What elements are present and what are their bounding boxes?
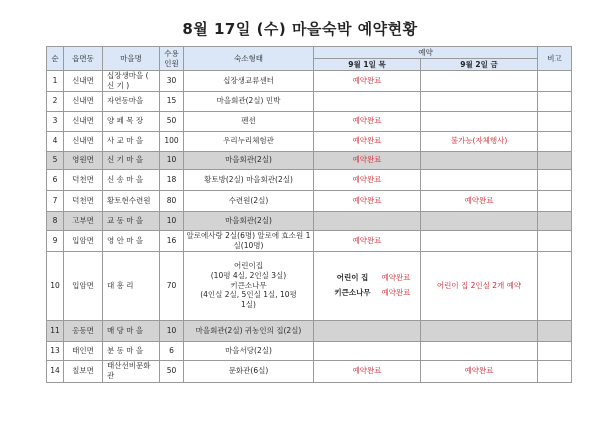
row-number: 11 <box>47 320 64 341</box>
town-name: 덕천면 <box>64 190 103 211</box>
capacity: 18 <box>160 169 184 190</box>
lodging-line: 1실) <box>241 300 256 310</box>
row-number: 8 <box>47 211 64 230</box>
note <box>538 230 572 251</box>
day2-status <box>421 211 538 230</box>
town-name: 영원면 <box>64 151 103 169</box>
lodging-line: 키큰소나무 <box>230 280 267 290</box>
note <box>538 91 572 111</box>
note <box>538 320 572 341</box>
day1-status: 예약완료 <box>314 360 421 382</box>
capacity: 80 <box>160 190 184 211</box>
row-number: 3 <box>47 111 64 131</box>
town-name: 태인면 <box>64 341 103 360</box>
lodging-type: 펜션 <box>184 111 314 131</box>
day2-status <box>421 71 538 92</box>
village-name: 교 동 마 을 <box>103 211 160 230</box>
capacity: 15 <box>160 91 184 111</box>
day1-status <box>314 341 421 360</box>
village-name: 태산선비문화관 <box>103 360 160 382</box>
table-row <box>47 190 572 211</box>
day1-status <box>314 211 421 230</box>
capacity: 10 <box>160 211 184 230</box>
row-number: 6 <box>47 169 64 190</box>
reservation-status: 예약완료 <box>381 273 411 283</box>
table-row <box>47 91 572 111</box>
table-row <box>47 320 572 341</box>
day1-status: 예약완료 <box>314 230 421 251</box>
village-name: 매 당 마 을 <box>103 320 160 341</box>
lodging-line: (4인실 2실, 5인실 1실, 10평 <box>200 290 297 300</box>
table-row <box>47 230 572 251</box>
capacity: 70 <box>160 251 184 320</box>
capacity: 10 <box>160 320 184 341</box>
lodging-type: 우리누리체험관 <box>184 131 314 151</box>
day2-status: 예약완료 <box>421 190 538 211</box>
town-name: 고부면 <box>64 211 103 230</box>
day1-status: 예약완료 <box>314 131 421 151</box>
day2-status <box>421 151 538 169</box>
town-name: 신내면 <box>64 131 103 151</box>
village-name: 황토현수련원 <box>103 190 160 211</box>
table-row <box>47 341 572 360</box>
lodging-type: 황토방(2실) 마을회관(2실) <box>184 169 314 190</box>
day1-status: 예약완료 <box>314 169 421 190</box>
lodging-line: (10평 4실, 2인실 3실) <box>210 270 287 280</box>
reservation-table <box>46 46 572 383</box>
row-number: 13 <box>47 341 64 360</box>
row-number: 5 <box>47 151 64 169</box>
town-name: 덕천면 <box>64 169 103 190</box>
note <box>538 151 572 169</box>
note <box>538 251 572 320</box>
village-name: 사 교 마 을 <box>103 131 160 151</box>
note <box>538 211 572 230</box>
lodging-type: 마을서당(2실) <box>184 341 314 360</box>
village-name: 분 동 마 을 <box>103 341 160 360</box>
village-name: 십장생마을 ( 신 기 ) <box>103 71 160 92</box>
lodging-type: 알로에사랑 2실(6명) 알로에 효소원 1실(10명) <box>184 230 314 251</box>
row-number: 4 <box>47 131 64 151</box>
day1-status: 예약완료 <box>314 190 421 211</box>
table-row <box>47 211 572 230</box>
facility-label: 어린이 집 <box>336 273 369 283</box>
lodging-type: 수련원(2실) <box>184 190 314 211</box>
lodging-type: 문화관(6실) <box>184 360 314 382</box>
table-row <box>47 360 572 382</box>
table-row <box>47 151 572 169</box>
header-town: 읍면동 <box>64 47 103 71</box>
lodging-line: 어린이집 <box>234 261 263 271</box>
header-no: 순 <box>47 47 64 71</box>
note <box>538 71 572 92</box>
village-name: 신 송 마 을 <box>103 169 160 190</box>
table-row <box>47 251 572 320</box>
table-row <box>47 131 572 151</box>
village-name: 영 안 마 을 <box>103 230 160 251</box>
day2-status <box>421 91 538 111</box>
lodging-type: 마을회관(2실) 민박 <box>184 91 314 111</box>
reservation-status: 예약완료 <box>381 288 411 297</box>
capacity: 30 <box>160 71 184 92</box>
day2-status <box>421 111 538 131</box>
day2-status: 어린이 집 2인실 2개 예약 <box>421 251 538 320</box>
capacity: 100 <box>160 131 184 151</box>
day1-item <box>316 273 418 283</box>
note <box>538 190 572 211</box>
village-name: 신 기 마 을 <box>103 151 160 169</box>
table-row <box>47 111 572 131</box>
row-number: 1 <box>47 71 64 92</box>
header-reservation: 예약 <box>314 47 538 59</box>
table-row <box>47 71 572 92</box>
row-number: 9 <box>47 230 64 251</box>
note <box>538 131 572 151</box>
town-name: 칠보면 <box>64 360 103 382</box>
lodging-type <box>184 251 314 320</box>
header-village: 마을명 <box>103 47 160 71</box>
note <box>538 169 572 190</box>
day2-status <box>421 169 538 190</box>
header-lodging: 숙소형태 <box>184 47 314 71</box>
town-name: 입암면 <box>64 251 103 320</box>
day2-status <box>421 320 538 341</box>
village-name: 양 페 목 장 <box>103 111 160 131</box>
village-name: 대 흥 리 <box>103 251 160 320</box>
lodging-type: 마을회관(2실) 귀농인의 집(2실) <box>184 320 314 341</box>
day2-status <box>421 230 538 251</box>
day1-status <box>314 91 421 111</box>
lodging-type: 십장생교류센터 <box>184 71 314 92</box>
note <box>538 111 572 131</box>
day1-status: 예약완료 <box>314 71 421 92</box>
town-name: 신내면 <box>64 71 103 92</box>
header-capacity: 수용 인원 <box>160 47 184 71</box>
note <box>538 360 572 382</box>
town-name: 옹동면 <box>64 320 103 341</box>
header-day1: 9월 1일 목 <box>314 59 421 71</box>
header-day2: 9월 2일 금 <box>421 59 538 71</box>
facility-label: 키큰소나무 <box>334 288 371 297</box>
day2-status: 불가능(자체행사) <box>421 131 538 151</box>
capacity: 50 <box>160 360 184 382</box>
table-row <box>47 169 572 190</box>
row-number: 14 <box>47 360 64 382</box>
page-title: 8월 17일 (수) 마을숙박 예약현황 <box>182 20 418 38</box>
town-name: 신내면 <box>64 111 103 131</box>
village-name: 자연동마을 <box>103 91 160 111</box>
lodging-type: 마을회관(2실) <box>184 211 314 230</box>
day2-status: 예약완료 <box>421 360 538 382</box>
capacity: 10 <box>160 151 184 169</box>
row-number: 2 <box>47 91 64 111</box>
town-name: 신내면 <box>64 91 103 111</box>
note <box>538 341 572 360</box>
capacity: 16 <box>160 230 184 251</box>
capacity: 6 <box>160 341 184 360</box>
day2-status <box>421 341 538 360</box>
row-number: 7 <box>47 190 64 211</box>
day1-status <box>314 320 421 341</box>
row-number: 10 <box>47 251 64 320</box>
day1-status: 예약완료 <box>314 111 421 131</box>
day1-status <box>314 251 421 320</box>
day1-status: 예약완료 <box>314 151 421 169</box>
capacity: 50 <box>160 111 184 131</box>
day1-item <box>316 288 418 298</box>
lodging-type: 마을회관(2실) <box>184 151 314 169</box>
town-name: 입암면 <box>64 230 103 251</box>
header-note: 비고 <box>538 47 572 71</box>
